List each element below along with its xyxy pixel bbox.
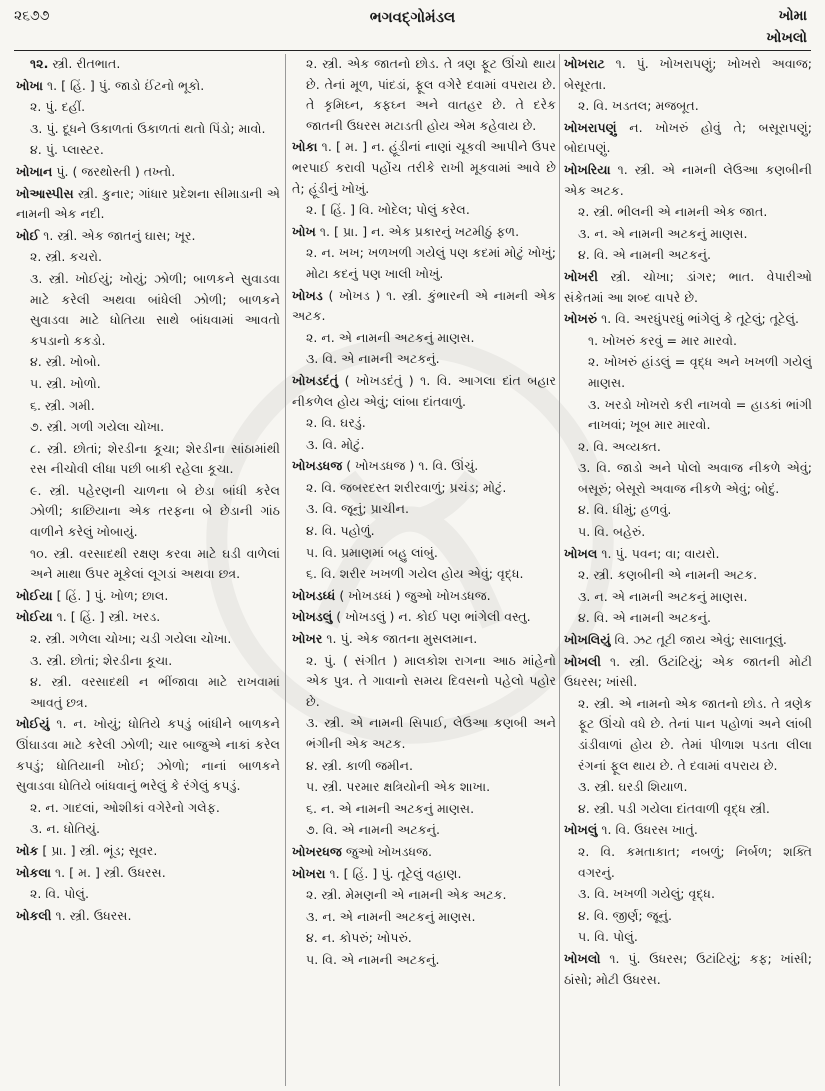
definition-text: [ પ્રા. ] સ્ત્રી. ભૂંડ; સૂવર. (38, 842, 158, 858)
sense-line (292, 820, 556, 841)
headword: ખોઈ (16, 227, 40, 243)
definition-text: ૪. વિ. પહોળું. (306, 523, 375, 539)
definition-text: ૧. [ હિં. ] પું. તૂટેલું વહાણ. (325, 865, 462, 881)
headword: ખોકલા (16, 864, 51, 880)
headword: ખોખા (16, 77, 43, 93)
definition-text: ૩. સ્ત્રી. ઘરડી શિયાળ. (578, 779, 688, 795)
definition-text: ૨. સ્ત્રી. કણબીની એ નામની અટક. (578, 567, 758, 583)
definition-text: ૧. [ હિં. ] પું. જાડો ઈંટનો ભૂકો. (42, 77, 205, 93)
definition-text: ૩. ન. એ નામની અટકનું માણસ. (306, 908, 476, 924)
headword: ખોખાન (16, 163, 53, 179)
definition-text: ૫. સ્ત્રી. ખોળો. (30, 375, 101, 391)
definition-text: ૨. સ્ત્રી. મેમણની એ નામની એક અટક. (306, 887, 507, 903)
dictionary-entry (564, 118, 812, 159)
definition-text: ૨. ન. એ નામની અટકનું માણસ. (306, 329, 475, 345)
definition-text: ૪. વિ. ધીમું; હળવું. (578, 502, 672, 518)
sense-line (292, 713, 556, 754)
definition-text: ૩. ખરડો ખોખરો કરી નાખવો = હાડકાં ભાંગી નાખવાં; ખૂબ માર મારવો. (588, 396, 812, 433)
definition-text: સ્ત્રી. રીતભાત. (48, 56, 121, 71)
page-title: ભગવદ્ગોમંડલ (369, 8, 456, 26)
guide-word-last: ખોખલો (766, 30, 807, 46)
sense-line (564, 799, 812, 820)
sense-line (292, 885, 556, 906)
definition-text: ૨. સ્ત્રી. એ નામનો એક જાતનો છોડ. તે ત્રણેક ફૂટ ઊંચો વધે છે. તેનાં પાન પહોળાં અને લાંબી ડાંડીવાળાં હોય છે. તેમાં પીળાશ પડતા લીલા રંગનાં ફૂલ થાય છે. તે દવામાં વપરાય છે. (578, 695, 812, 773)
definition-text: ૧. [ પ્રા. ] ન. એક પ્રકારનું ખટમીઠું ફળ. (315, 223, 520, 239)
dictionary-entry (564, 160, 812, 201)
definition-text: ૨. ન. ગાદલાં, ઓશીકાં વગેરેનો ગલેફ. (30, 799, 220, 815)
headword: ખોઈયું (16, 716, 50, 732)
dictionary-entry (564, 309, 812, 330)
definition-text: ૨. ખોખરું હાંડલું = વૃદ્ધ અને ખખળી ગયેલું માણસ. (588, 354, 812, 390)
dictionary-entry (564, 652, 812, 693)
idiom-line (564, 352, 812, 393)
dictionary-entry (292, 137, 556, 199)
definition-text: ૪. ન. કોપરું; ખોપરું. (306, 930, 412, 946)
idiom-line (564, 395, 812, 436)
sense-line (16, 269, 280, 351)
dictionary-entry (16, 586, 280, 607)
sense-line (16, 417, 280, 438)
dictionary-entry (292, 842, 556, 863)
sense-line (292, 564, 556, 585)
sense-line (292, 928, 556, 949)
headword: ખોખડધ્ધં (292, 587, 336, 603)
sense-line (564, 96, 812, 117)
headword: ખોખલી (564, 653, 601, 669)
definition-text: ૧. સ્ત્રી. એક જાતનું ઘાસ; ખૂર. (39, 227, 196, 243)
headword: ખોખરી (564, 268, 598, 284)
sense-line (564, 906, 812, 927)
definition-text: ૨. સ્ત્રી. એક જાતનો છોડ. તે ત્રણ ફૂટ ઊંચો થાય છે. તેનાં મૂળ, પાંદડાં, ફૂલ વગેરે દવામાં વપરાય છે. તે કૃમિઘ્ન, કફઘ્ન અને વાતહર છે. તે દરેક જાતની ઉધરસ મટાડતી હોય એમ કહેવાય છે. (306, 56, 556, 133)
sense-line (564, 522, 812, 543)
sense-line (292, 499, 556, 520)
definition-text: ૫. વિ. એ નામની અટકનું. (306, 951, 440, 967)
definition-text: ૧. ખોખરું કરવું = માર મારવો. (588, 332, 738, 348)
sense-line (564, 777, 812, 798)
definition-text: ૨. વિ. કમતાકાત; નબળું; નિર્બળ; શક્તિ વગરનું. (578, 843, 812, 880)
definition-text: ૩. વિ. જૂનું; પ્રાચીન. (306, 501, 409, 517)
definition-text: ૧. પું. ખોખરાપણું; ખોખરો અવાજ; બેસૂરતા. (564, 56, 812, 92)
definition-text: ૬. વિ. શરીર ખખળી ગયેલ હોય એવું; વૃદ્ધ. (306, 566, 524, 582)
dictionary-entry (564, 544, 812, 565)
sense-line (564, 694, 812, 776)
definition-text: ૩. વિ. જાડો અને પોલો અવાજ નીકળે એવું; બસૂરું; બેસૂરો અવાજ નીકળે એવું; બોદું. (578, 460, 812, 496)
definition-text: જુઓ ખોખડધજ. (341, 843, 433, 859)
definition-text: ૨. સ્ત્રી. કચરો. (30, 249, 103, 265)
headword: ખોખડદંતું (292, 372, 339, 388)
dictionary-entry (292, 286, 556, 327)
dictionary-entry (16, 76, 280, 97)
dictionary-entry (16, 906, 280, 927)
definition-text: ૪. વિ. એ નામની અટકનું. (578, 610, 712, 626)
sense-line (292, 243, 556, 284)
headword: ખોખરા (292, 865, 326, 881)
definition-text: વિ. ઝટ તૂટી જાય એવું; સાલાતૂલું. (610, 632, 787, 648)
sense-line (564, 884, 812, 905)
sense-line (292, 756, 556, 777)
definition-text: ( ખોખડલું ) ન. કોઈ પણ ભાંગેલી વસ્તુ. (332, 609, 531, 625)
definition-text: ૨. વિ. જબરદસ્ત શરીરવાળું; પ્રચંડ; મોટું. (306, 479, 507, 495)
sense-line (564, 437, 812, 458)
sense-line (16, 798, 280, 819)
headword: ખોખલ (564, 545, 598, 561)
definition-text: ( ખોખડદંતું ) ૧. વિ. આગલા દાંત બહાર નીકળેલ હોય એવું; લાંબા દાંતવાળું. (292, 372, 556, 409)
definition-text: ૯. સ્ત્રી. પહેરણની ચાળના બે છેડા બાંધી કરેલ ઝોળી; કાછિયાના એક તરફના બે છેડાની ગાંઠ વાળીને કરેલું ખોબાયું. (30, 482, 280, 540)
definition-text: ૧. ન. ખોયું; ધોતિયે કપડું બાંધીને બાળકને ઊંઘાડવા માટે કરેલી ઝોળી; ચાર બાજુએ નાકાં કરેલ કપડું; ધોતિયાની ખોઈ; ઝોળો; નાનાં બાળકને સુવાડવા ધોતિયે બાંધવાનું ભરેલું કે રંગેલું કપડું. (16, 716, 280, 794)
headword: ખોખરધજ (292, 843, 342, 859)
definition-text: ૪. વિ. એ નામની અટકનું. (578, 247, 712, 263)
sense-line (564, 224, 812, 245)
definition-text: ૭. સ્ત્રી. ગળી ગયેલા ચોખા. (30, 419, 165, 435)
page-number: ૨૬૭૭ (14, 8, 50, 24)
definition-text: ૧. [ હિં. ] સ્ત્રી. ખરડ. (52, 609, 161, 625)
sense-line (564, 565, 812, 586)
definition-text: ૩. વિ. મોટું. (306, 436, 365, 452)
sense-line (292, 799, 556, 820)
definition-text: ૩. વિ. ખખળી ગયેલું; વૃદ્ધ. (578, 886, 715, 902)
sense-line (292, 478, 556, 499)
definition-text: ૩. ન. એ નામની અટકનું માણસ. (578, 225, 748, 241)
dictionary-entry (564, 820, 812, 841)
sense-line (292, 777, 556, 798)
headword: ખોખડ (292, 287, 323, 303)
definition-text: ૩. સ્ત્રી. એ નામની સિપાઈ, લેઉઆ કણબી અને ભંગીની એક અટક. (306, 715, 556, 751)
sense-line (16, 247, 280, 268)
dictionary-entry (16, 184, 280, 225)
sense-line (292, 413, 556, 434)
headword: ખોખલો (564, 950, 601, 966)
headword: ખોખર (292, 631, 323, 647)
headword: ખોકા (292, 139, 318, 155)
dictionary-entry (16, 607, 280, 628)
sense-line (16, 54, 280, 75)
definition-text: ૨. [ હિં. ] વિ. ખોદેલ; પોલું કરેલ. (306, 202, 470, 218)
definition-text: ૧. સ્ત્રી. ઉટાંટિયું; એક જાતની મોટી ઉધરસ; ખાંસી. (564, 653, 812, 690)
sense-line (16, 396, 280, 417)
headword: ખોઈયા (16, 587, 53, 603)
definition-text: ૬. ન. એ નામની અટકનું માણસ. (306, 800, 475, 816)
column-divider (285, 54, 286, 1086)
column-2 (292, 54, 556, 1086)
sense-line (16, 884, 280, 905)
definition-text: ( ખોખડ ) ૧. સ્ત્રી. કુંભારની એ નામની એક અટક. (292, 287, 556, 324)
sense-line (292, 651, 556, 713)
headword: ખોઈયા (16, 609, 53, 625)
headword: ખોકલી (16, 907, 52, 923)
sense-line (292, 907, 556, 928)
definition-text: ૨. વિ. ઘરડું. (306, 415, 366, 431)
sense-line (16, 629, 280, 650)
definition-text: ૨. ન. ખખ; ખળખળી ગયેલું પણ કદમાં મોટું ખોખું; મોટા કદનું પણ ખાલી ખોખું. (306, 245, 556, 281)
definition-text: [ હિં. ] પું. ખોળ; છાલ. (52, 587, 169, 603)
dictionary-entry (16, 714, 280, 796)
definition-text: ૧. સ્ત્રી. એ નામની લેઉઆ કણબીની એક અટક. (564, 161, 812, 198)
definition-text: ૮. સ્ત્રી. છોતાં; શેરડીના કૂચા; શેરડીના સાંઠામાંથી રસ નીચોવી લીધા પછી બાકી રહેલા કૂચા. (30, 440, 280, 477)
definition-text: ૧. વિ. ઉધરસ ખાતું. (597, 822, 698, 838)
definition-text: સ્ત્રી. કુનાર; ગાંધાર પ્રદેશના સીમાડાની એ નામની એક નદી. (16, 185, 280, 222)
sense-line (292, 200, 556, 221)
headword: ખોખ (292, 223, 316, 239)
definition-text: ( ખોખડધ્ધં ) જુઓ ખોખડધજ. (335, 587, 491, 603)
header-rule (14, 50, 811, 51)
dictionary-entry (564, 949, 812, 990)
definition-text: ૩. ન. ધોતિયું. (30, 821, 101, 837)
headword: ખોખલિયું (564, 632, 611, 648)
sense-line (16, 672, 280, 713)
sense-line (292, 521, 556, 542)
headword: ખોખડલું (292, 609, 333, 625)
definition-text: ૧. સ્ત્રી. ઉધરસ. (51, 907, 132, 923)
definition-text: ૧. પું. એક જાતના મુસલમાન. (322, 631, 478, 647)
sense-line (16, 819, 280, 840)
dictionary-entry (16, 226, 280, 247)
definition-text: ૧. [ મ. ] ન. હૂંડીનાં નાણાં ચૂકવી આપીને ઉપર ભરપાઈ કરાવી પહોંચ તરીકે રાખી મૂકવામાં આવે છે તે; હૂંડીનું ખોખું. (292, 139, 556, 196)
dictionary-entry (292, 456, 556, 477)
headword: ખોખરાટ (564, 56, 605, 71)
sense-line (564, 202, 812, 223)
idiom-line (564, 331, 812, 352)
definition-text: ૩. સ્ત્રી. છોતાં; શેરડીના કૂચા. (30, 652, 173, 668)
definition-text: પું. ( જરથોસ્તી ) તખ્તો. (52, 163, 176, 179)
column-1 (16, 54, 280, 1086)
sense-line (564, 927, 812, 948)
definition-text: ૬. સ્ત્રી. ગમી. (30, 397, 95, 413)
definition-text: ૪. સ્ત્રી. ખોબો. (30, 354, 101, 370)
headword: ખોઆસ્પીસ (16, 185, 74, 201)
sense-line (564, 500, 812, 521)
sense-line (16, 439, 280, 480)
definition-text: ૨. વિ. ખડતલ; મજબૂત. (578, 98, 699, 114)
dictionary-entry (564, 267, 812, 308)
definition-text: ૧. [ મ. ] સ્ત્રી. ઉધરસ. (51, 864, 166, 880)
definition-text: ૩. વિ. એ નામની અટકનું. (306, 351, 440, 367)
sense-line (292, 54, 556, 136)
dictionary-entry (16, 863, 280, 884)
definition-text: ૨. સ્ત્રી. ગળેલા ચોખા; ચડી ગયેલા ચોખા. (30, 631, 232, 647)
definition-text: ૪. પું. પ્લાસ્ટર. (30, 142, 104, 158)
sense-line (16, 651, 280, 672)
dictionary-entry (16, 162, 280, 183)
headword: ખોખલું (564, 822, 598, 838)
dictionary-entry (564, 54, 812, 95)
definition-text: ૪. સ્ત્રી. પડી ગયેલા દાંતવાળી વૃદ્ધ સ્ત્રી. (578, 800, 770, 816)
definition-text: ( ખોખડધજ ) ૧. વિ. ઊંચું. (342, 458, 479, 474)
page-header (14, 6, 811, 54)
dictionary-entry (292, 371, 556, 412)
definition-text: સ્ત્રી. ચોખા; ડાંગર; ભાત. વેપારીઓ સંકેતમાં આ શબ્દ વાપરે છે. (564, 268, 812, 305)
dictionary-entry (292, 607, 556, 628)
definition-text: ૫. વિ. બહેરું. (578, 524, 646, 540)
sense-line (16, 481, 280, 543)
definition-text: ૫. સ્ત્રી. પરમાર ક્ષત્રિયોની એક શાખા. (306, 779, 491, 795)
sense-line (564, 245, 812, 266)
definition-text: ૩. પું. દૂધને ઉકાળતાં ઉકાળતાં થતો પિંડો; માવો. (30, 120, 266, 136)
dictionary-entry (292, 864, 556, 885)
sense-line (16, 119, 280, 140)
headword: ખોખરાપણું (564, 119, 617, 135)
sense-line (564, 458, 812, 499)
definition-text: ૨. વિ. અવ્યક્ત. (578, 438, 661, 454)
definition-text: ૪. વિ. જીર્ણ; જૂનું. (578, 907, 672, 923)
sense-line (16, 544, 280, 585)
sense-line (292, 950, 556, 971)
definition-text: ૫. વિ. પોલું. (578, 929, 638, 945)
definition-text: ૭. વિ. એ નામની અટકનું. (306, 822, 440, 838)
sense-line (564, 587, 812, 608)
definition-text: ૨. સ્ત્રી. ભીલની એ નામની એક જાત. (578, 204, 768, 220)
definition-text: ૧. વિ. અરધુંપરધું ભાંગેલું કે તૂટેલું; તૂટેલું. (597, 311, 799, 327)
definition-text: ૨. પું. દહીં. (30, 99, 86, 115)
sense-line (16, 97, 280, 118)
dictionary-entry (564, 630, 812, 651)
definition-text: ૩. ન. એ નામની અટકનું માણસ. (578, 588, 748, 604)
column-3 (564, 54, 812, 1086)
sense-line (564, 842, 812, 883)
definition-text: ૩. સ્ત્રી. ખોઈયું; ખોયું; ઝોળી; બાળકને સુવાડવા માટે કરેલી અથવા બાંધેલી ઝોળી; બાળકને સુવાડવા માટે ધોતિયા સાથે બાંધવામાં આવતો કપડાનો કકડો. (30, 270, 280, 348)
guide-word-first: ખોમા (778, 8, 807, 24)
headword: ખોખરિયા (564, 161, 611, 177)
sense-line (292, 349, 556, 370)
dictionary-entry (292, 629, 556, 650)
sense-line (16, 352, 280, 373)
sense-line (292, 435, 556, 456)
sense-line (16, 374, 280, 395)
definition-text: ૫. વિ. પ્રમાણમાં બહુ લાંબું. (306, 544, 438, 560)
sense-line (292, 543, 556, 564)
sense-line (16, 140, 280, 161)
definition-text: ૪. સ્ત્રી. કાળી જમીન. (306, 757, 414, 773)
sense-line (564, 608, 812, 629)
definition-text: ૨. પું. ( સંગીત ) માલકોશ રાગના આઠ માંહેનો એક પુત્ર. તે ગાવાનો સમય દિવસનો પહેલો પહોર છે. (306, 652, 556, 709)
definition-text: ૧. પું. પવન; વા; વાયરો. (597, 545, 720, 561)
headword: ૧૨. (30, 56, 49, 71)
headword: ખોખરું (564, 311, 598, 327)
sense-line (292, 328, 556, 349)
headword: ખોખડધજ (292, 458, 343, 474)
definition-text: ૨. વિ. પોલું. (30, 886, 89, 902)
definition-text: ન. ખોખરું હોવું તે; બસૂરાપણું; બોદાપણું. (564, 119, 812, 156)
definition-text: ૪. સ્ત્રી. વરસાદથી ન ભીંજાવા માટે રાખવામાં આવતું છત્ર. (30, 674, 280, 710)
dictionary-entry (292, 222, 556, 243)
column-divider (559, 54, 560, 1086)
dictionary-entry (16, 841, 280, 862)
definition-text: ૧. પું. ઉધરસ; ઉટાંટિયું; કફ; ખાંસી; ઠાંસો; મોટી ઉધરસ. (564, 950, 812, 987)
definition-text: ૧૦. સ્ત્રી. વરસાદથી રક્ષણ કરવા માટે ઘડી વાળેલાં અને માથા ઉપર મૂકેલાં લૂગડાં અથવા છત્ર. (30, 545, 280, 582)
dictionary-entry (292, 586, 556, 607)
headword: ખોક (16, 842, 39, 858)
